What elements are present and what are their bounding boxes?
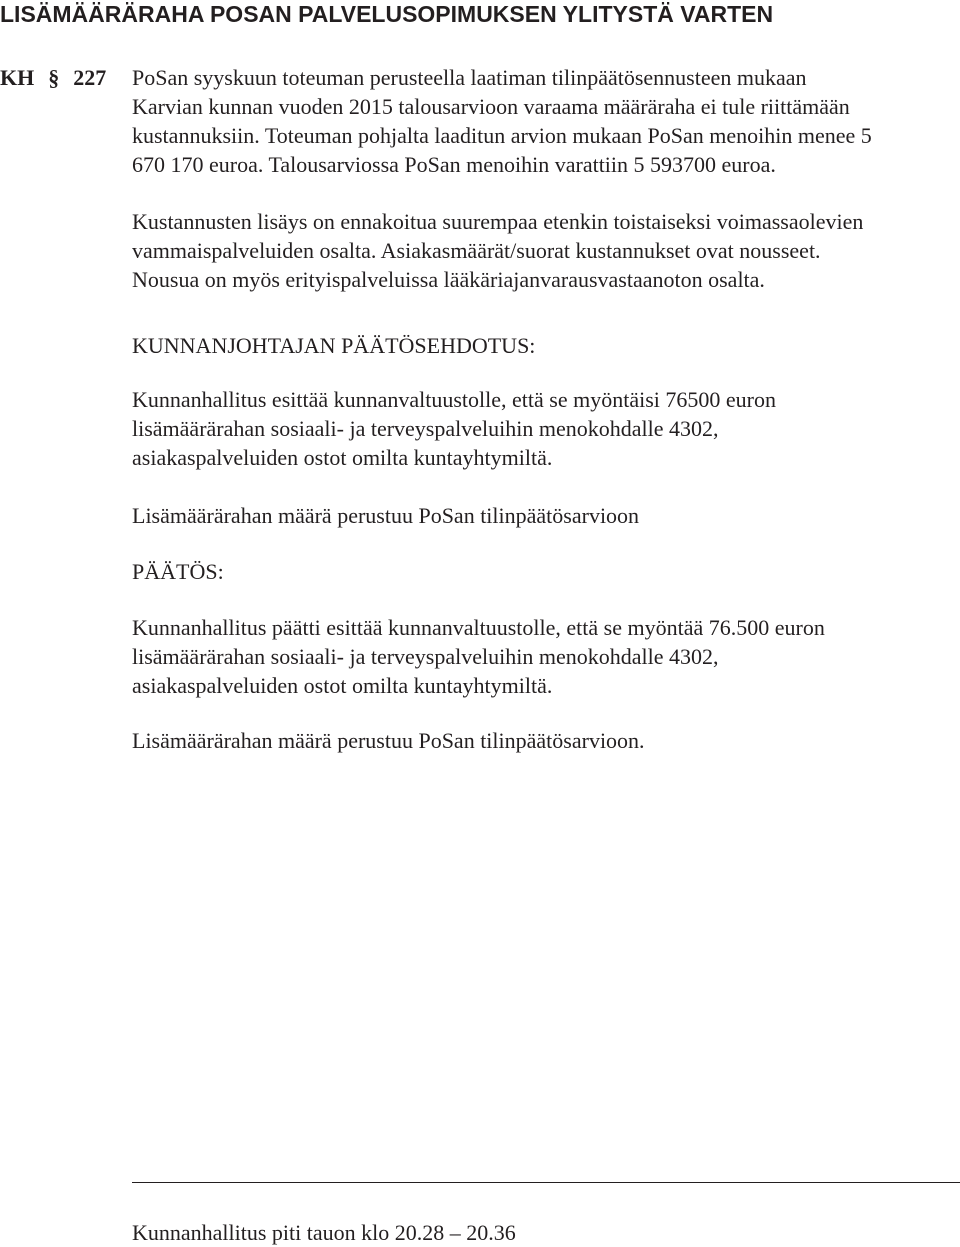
section-body: KH <box>0 65 35 90</box>
section-symbol: § <box>48 65 60 90</box>
signature-rule <box>132 1182 960 1183</box>
paragraph-line: asiakaspalveluiden ostot omilta kuntayhtymiltä. <box>132 445 553 470</box>
proposal-basis: Lisämäärärahan määrä perustuu PoSan tilinpäätösarvioon <box>132 503 640 528</box>
paragraph-line: 670 170 euroa. Talousarviossa PoSan menoihin varattiin 5 593700 euroa. <box>132 152 776 177</box>
proposal-paragraph <box>132 385 960 472</box>
paragraph-line: vammaispalveluiden osalta. Asiakasmäärät/suorat kustannukset ovat nousseet. <box>132 238 821 263</box>
section-number: 227 <box>73 65 107 90</box>
paragraph-line: lisämäärärahan sosiaali- ja terveyspalveluihin menokohdalle 4302, <box>132 644 719 669</box>
paragraph-line: lisämäärärahan sosiaali- ja terveyspalveluihin menokohdalle 4302, <box>132 416 719 441</box>
paragraph-line: Kunnanhallitus päätti esittää kunnanvaltuustolle, että se myöntää 76.500 euron <box>132 615 825 640</box>
paragraph-line: asiakaspalveluiden ostot omilta kuntayhtymiltä. <box>132 673 553 698</box>
paragraph-line: Kunnanhallitus esittää kunnanvaltuustolle, että se myöntäisi 76500 euron <box>132 387 776 412</box>
cost-paragraph <box>132 207 960 294</box>
section-identifier <box>0 63 106 92</box>
paragraph-line: PoSan syyskuun toteuman perusteella laatiman tilinpäätösennusteen mukaan <box>132 65 807 90</box>
document-content <box>132 63 960 755</box>
paragraph-line: Karvian kunnan vuoden 2015 talousarvioon varaama määräraha ei tule riittämään <box>132 94 850 119</box>
document-heading: LISÄMÄÄRÄRAHA POSAN PALVELUSOPIMUKSEN YLITYSTÄ VARTEN <box>0 1 774 27</box>
paragraph-line: Nousua on myös erityispalveluissa lääkäriajanvarausvastaanoton osalta. <box>132 267 765 292</box>
paragraph-line: kustannuksiin. Toteuman pohjalta laaditun arvion mukaan PoSan menoihin menee 5 <box>132 123 872 148</box>
decision-heading: PÄÄTÖS: <box>132 559 224 584</box>
paragraph-line: Kustannusten lisäys on ennakoitua suurempaa etenkin toistaiseksi voimassaolevien <box>132 209 864 234</box>
footer-note: Kunnanhallitus piti tauon klo 20.28 – 20.36 <box>132 1220 516 1245</box>
decision-basis: Lisämäärärahan määrä perustuu PoSan tilinpäätösarvioon. <box>132 728 645 753</box>
proposal-heading: KUNNANJOHTAJAN PÄÄTÖSEHDOTUS: <box>132 333 536 358</box>
intro-paragraph <box>132 63 960 179</box>
decision-paragraph <box>132 613 960 700</box>
